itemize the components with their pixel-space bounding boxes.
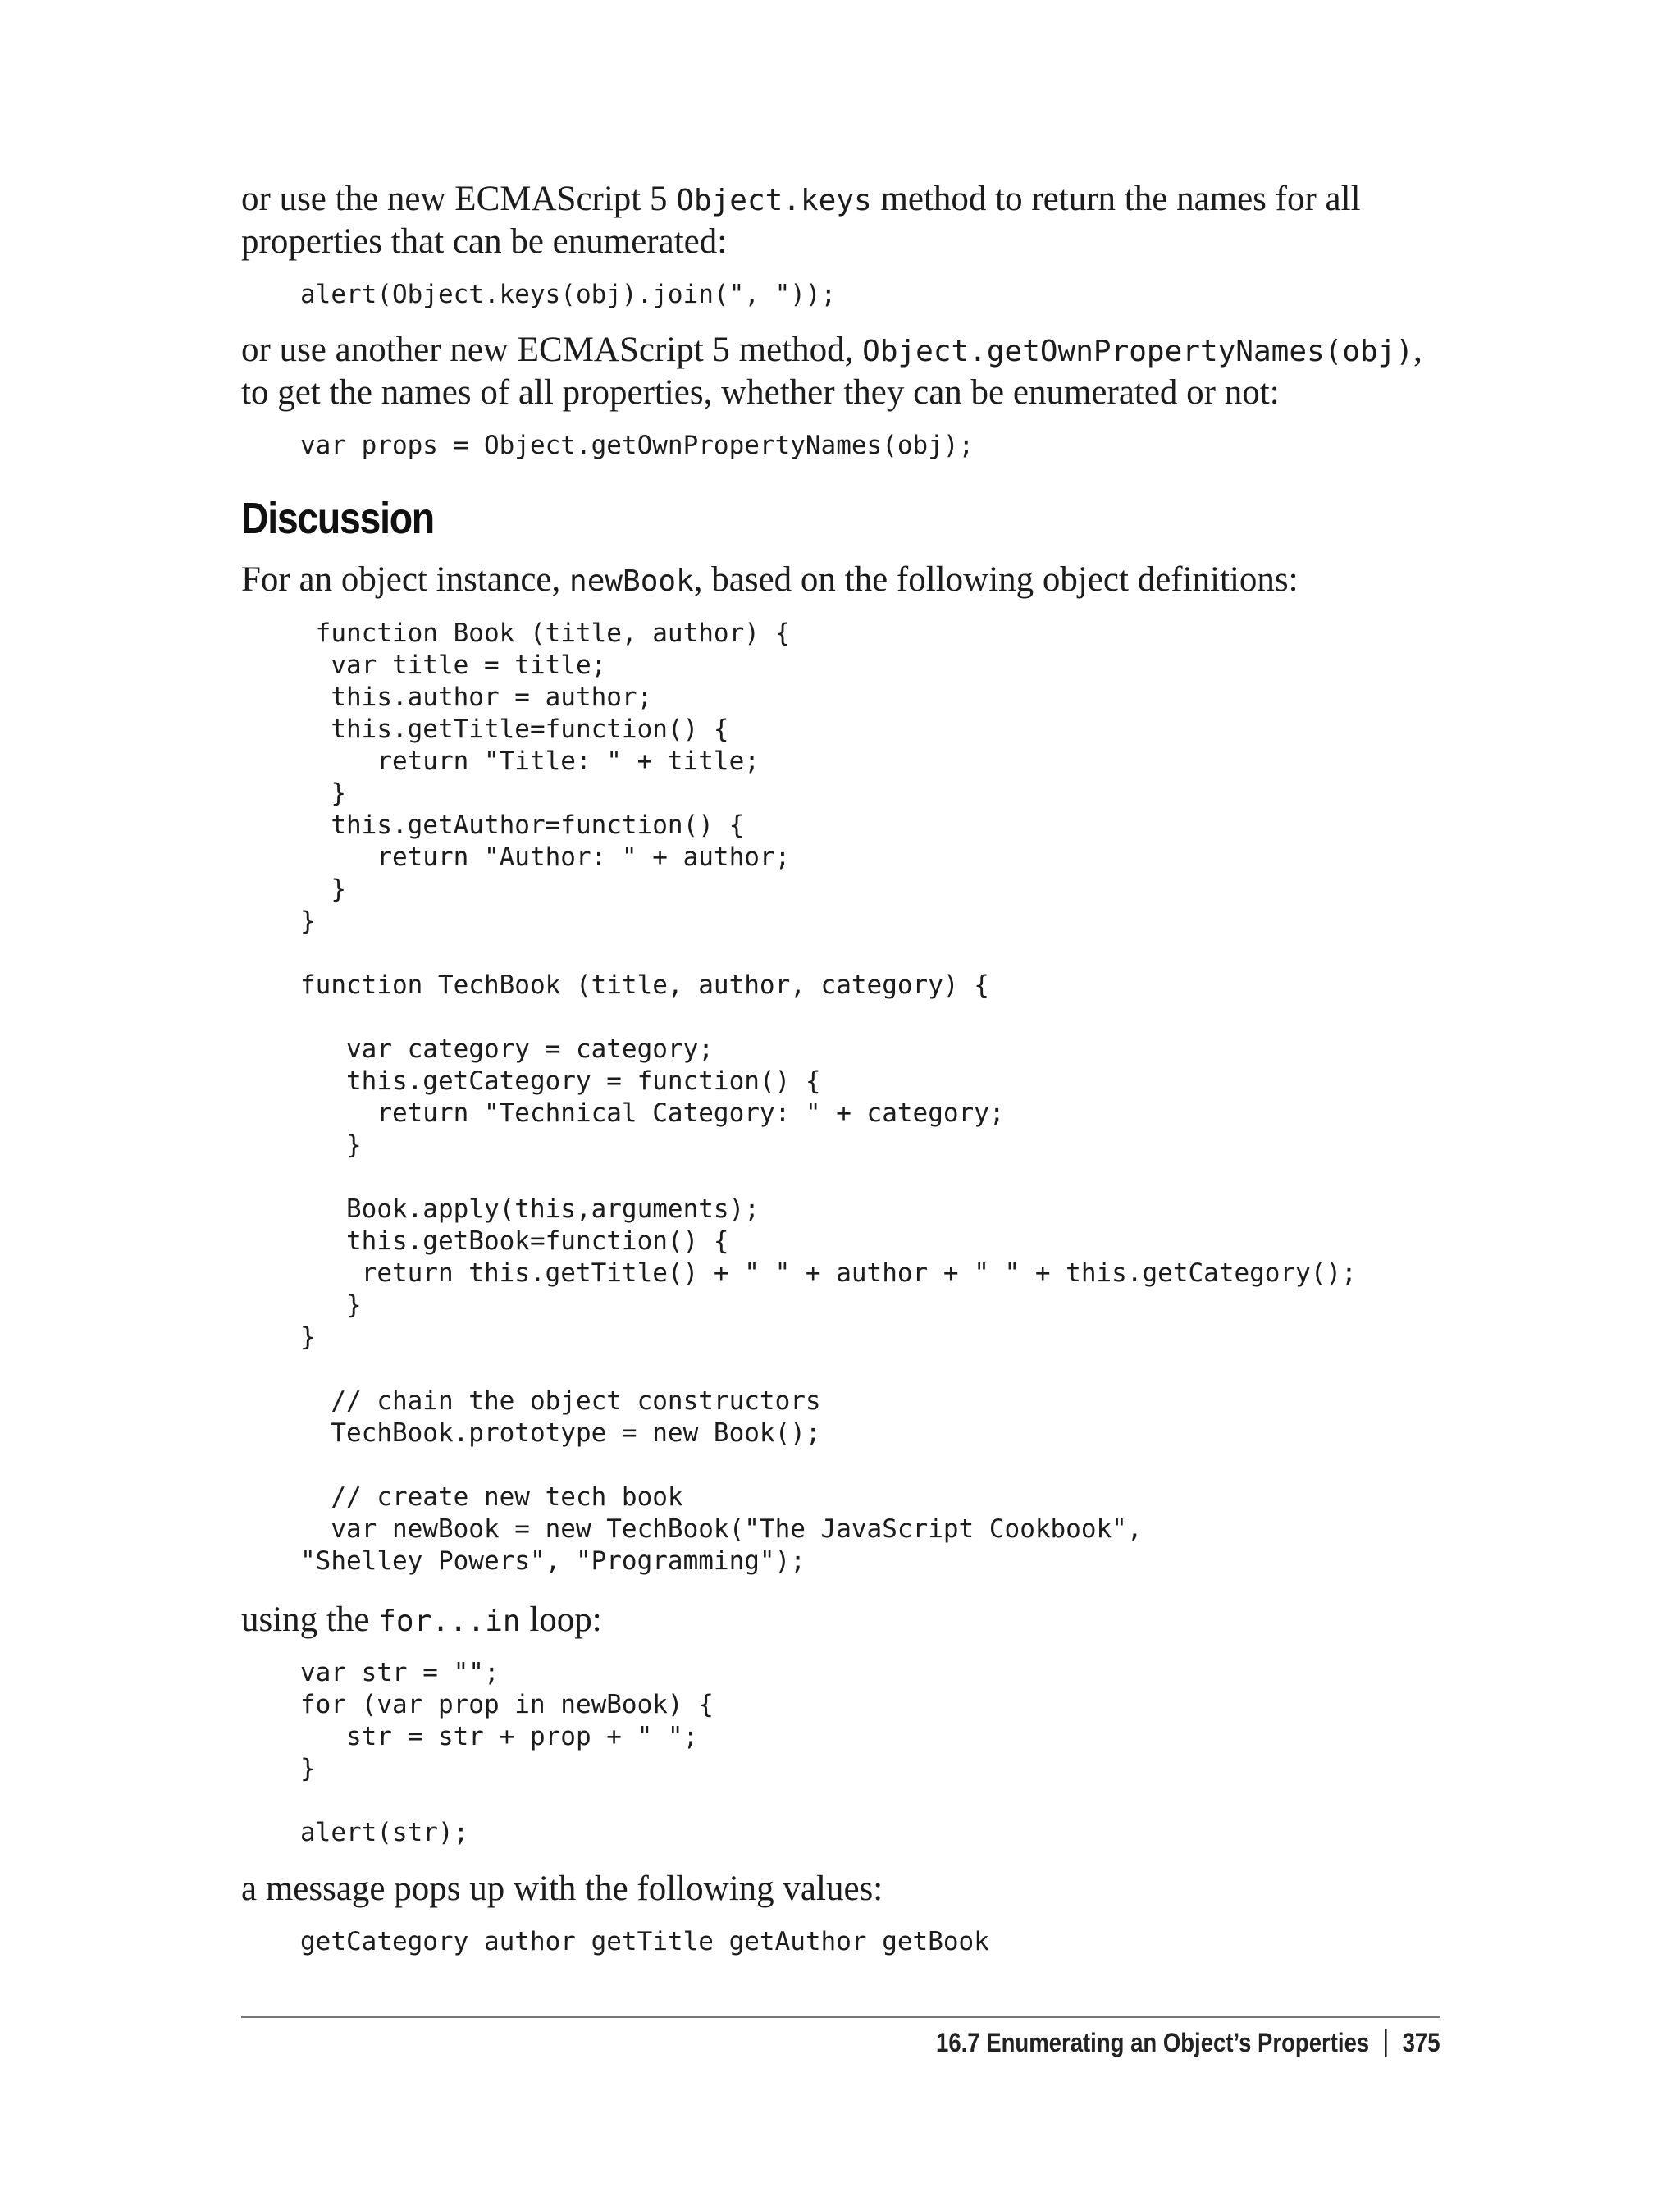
paragraph-text: or use the new ECMAScript 5 bbox=[241, 180, 677, 218]
inline-code: Object.keys bbox=[676, 184, 872, 217]
paragraph-object-keys bbox=[241, 179, 1440, 262]
paragraph-for-in-loop bbox=[241, 1600, 1440, 1642]
paragraph-get-own-property-names bbox=[241, 330, 1440, 413]
paragraph-text: method to return the names for all properties that can be enumerated: bbox=[241, 180, 1361, 261]
footer-divider bbox=[241, 2016, 1440, 2018]
paragraph-message-values: a message pops up with the following values: bbox=[241, 1869, 883, 1908]
page-footer bbox=[937, 2025, 1440, 2061]
paragraph-text: or use another new ECMAScript 5 method, bbox=[241, 331, 863, 369]
paragraph-text: loop: bbox=[520, 1600, 602, 1639]
paragraph-text: , to get the names of all properties, whether they can be enumerated or not: bbox=[241, 331, 1422, 412]
inline-code: for...in bbox=[378, 1605, 521, 1638]
code-block-get-own-property-names: var props = Object.getOwnPropertyNames(obj); bbox=[300, 431, 975, 460]
code-block-object-keys: alert(Object.keys(obj).join(", ")); bbox=[300, 280, 837, 309]
footer-section-title: 16.7 Enumerating an Object’s Properties bbox=[936, 2028, 1370, 2057]
code-block-output-values: getCategory author getTitle getAuthor getBook bbox=[300, 1927, 989, 1956]
code-block-for-in: var str = ""; for (var prop in newBook) { str = str + prop + " "; } alert(str); bbox=[300, 1658, 714, 1847]
inline-code: Object.getOwnPropertyNames(obj) bbox=[862, 335, 1414, 368]
code-block-book-definitions: function Book (title, author) { var title = title; this.author = author; this.getTitle=function() { return "Title: " + title; } this.getAuthor=function() { return "Author: " + author; } } function TechBook (title, author, category) { var category = category; this.getCategory = function() { return "Technical Category: " + category; } Book.apply(this,arguments); this.getBook=function() { return this.getTitle() + " " + author + " " + this.getCategory(); } } // chain the object constructors TechBook.prototype = new Book(); // create new tech book var newBook = new TechBook("The JavaScript Cookbook", "Shelley Powers", "Programming"); bbox=[300, 619, 1357, 1576]
inline-code: newBook bbox=[569, 564, 694, 598]
page-number: 375 bbox=[1403, 2028, 1440, 2057]
footer-separator bbox=[1386, 2029, 1388, 2057]
paragraph-text: For an object instance, bbox=[241, 560, 570, 599]
paragraph-text: using the bbox=[241, 1600, 379, 1639]
paragraph-text: , based on the following object definitions: bbox=[693, 560, 1299, 599]
section-heading-discussion: Discussion bbox=[241, 494, 434, 543]
paragraph-object-instance bbox=[241, 559, 1440, 602]
